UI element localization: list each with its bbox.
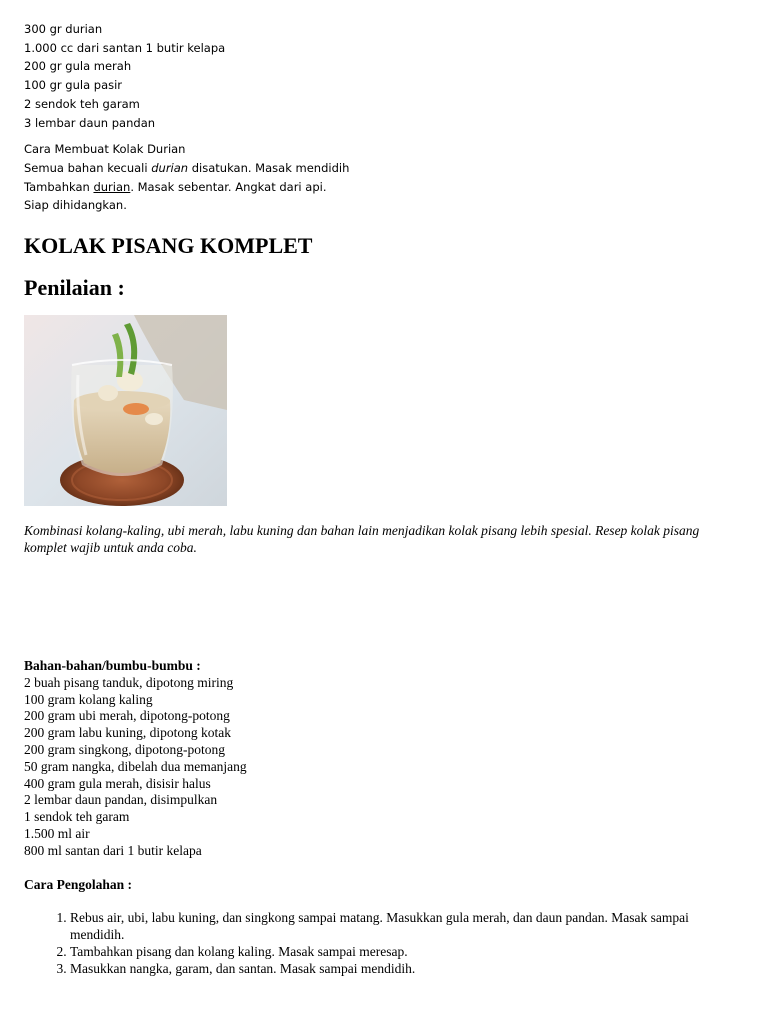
steps-list: [24, 910, 744, 977]
ingredient-item: 800 ml santan dari 1 butir kelapa: [24, 842, 202, 858]
ingredient-item: 200 gram singkong, dipotong-potong: [24, 742, 225, 758]
steps-title: Cara Pengolahan :: [24, 876, 132, 892]
recipe-caption: Kombinasi kolang-kaling, ubi merah, labu kuning dan bahan lain menjadikan kolak pisang lebih spesial. Resep kolak pisang komplet wajib untuk anda coba.: [24, 523, 700, 556]
ingredients-title: Bahan-bahan/bumbu-bumbu :: [24, 658, 201, 674]
durian-ingredient: 300 gr durian: [24, 22, 103, 36]
ingredient-item: 1.500 ml air: [24, 826, 90, 841]
durian-method-title: Cara Membuat Kolak Durian: [24, 142, 186, 157]
document-page: [24, 20, 744, 978]
recipe-title: KOLAK PISANG KOMPLET: [24, 233, 313, 259]
ingredient-item: 400 gram gula merah, disisir halus: [24, 775, 211, 791]
ingredients-section: [24, 658, 744, 978]
ingredient-item: 2 lembar daun pandan, disimpulkan: [24, 792, 218, 808]
durian-method-line-2: Tambahkan durian. Masak sebentar. Angkat dari api.: [24, 179, 327, 194]
durian-ingredients-list: [24, 20, 744, 132]
ingredient-item: 200 gram ubi merah, dipotong-potong: [24, 708, 230, 724]
durian-ingredient: 3 lembar daun pandan: [24, 115, 156, 130]
durian-ingredient: 100 gr gula pasir: [24, 78, 123, 93]
durian-method-line-1: Semua bahan kecuali durian disatukan. Masak mendidih: [24, 160, 350, 175]
step-item: 2. Tambahkan pisang dan kolang kaling. Masak sampai meresap.: [70, 944, 744, 961]
ingredient-item: 2 buah pisang tanduk, dipotong miring: [24, 674, 234, 690]
ingredient-item: 1 sendok teh garam: [24, 809, 130, 825]
ingredient-item: 200 gram labu kuning, dipotong kotak: [24, 725, 231, 741]
durian-method-line-3: Siap dihidangkan.: [24, 198, 127, 213]
durian-ingredient: 2 sendok teh garam: [24, 96, 140, 111]
rating-label: Penilaian :: [24, 275, 125, 301]
durian-method-block: [24, 140, 744, 215]
durian-link[interactable]: durian: [93, 179, 131, 194]
durian-ingredient: 1.000 cc dari santan 1 butir kelapa: [24, 40, 226, 55]
ingredient-item: 100 gram kolang kaling: [24, 691, 153, 707]
step-item: 3. Masukkan nangka, garam, dan santan. Masak sampai mendidih.: [70, 961, 744, 978]
durian-ingredient: 200 gr gula merah: [24, 59, 132, 74]
kolak-drink-photo: [24, 315, 227, 506]
ingredient-item: 50 gram nangka, dibelah dua memanjang: [24, 758, 247, 774]
step-item: 1. Rebus air, ubi, labu kuning, dan singkong sampai matang. Masukkan gula merah, dan daun pandan. Masak sampai mendidih.: [70, 910, 744, 944]
